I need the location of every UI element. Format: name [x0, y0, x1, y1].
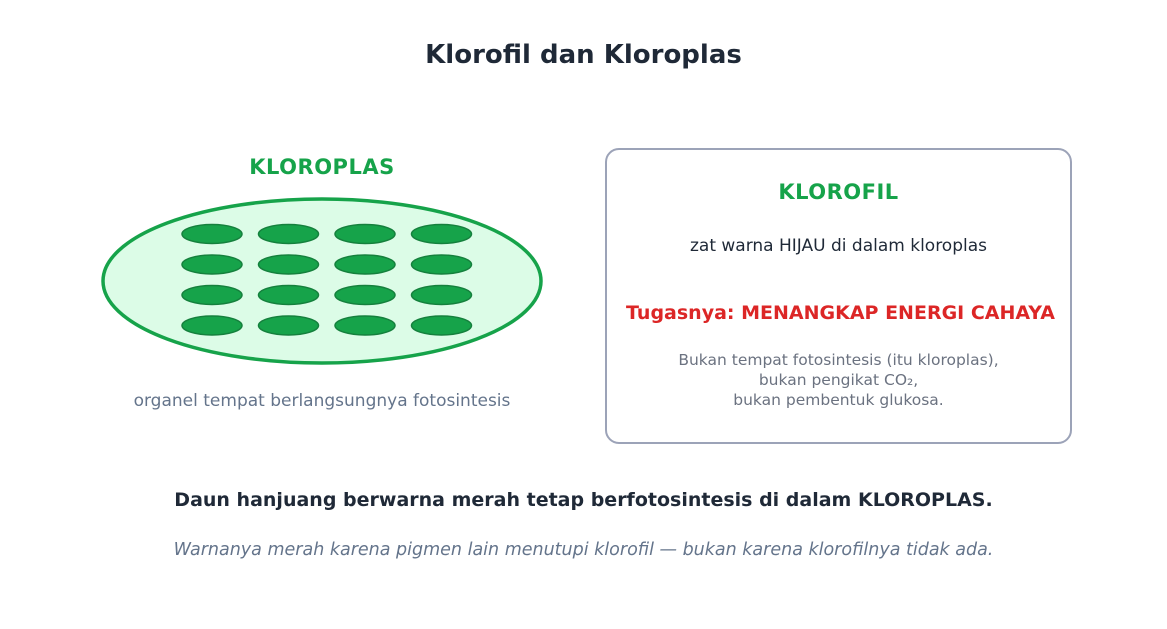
chlorophyll-card	[605, 148, 1072, 444]
chlorophyll-notes	[607, 350, 1070, 410]
chloroplast-label: KLOROPLAS	[249, 155, 395, 179]
thylakoid	[259, 255, 319, 274]
chlorophyll-task: Tugasnya: MENANGKAP ENERGI CAHAYA	[626, 302, 1055, 324]
thylakoid	[412, 225, 472, 244]
chlorophyll-description: zat warna HIJAU di dalam kloroplas	[689, 236, 987, 256]
thylakoid	[335, 255, 395, 274]
footnote: Warnanya merah karena pigmen lain menutupi klorofil — bukan karena klorofilnya tidak ada.	[173, 540, 994, 560]
chlorophyll-title: KLOROFIL	[778, 180, 899, 204]
thylakoid	[335, 286, 395, 305]
chloroplast-caption: organel tempat berlangsungnya fotosintesis	[133, 391, 511, 411]
chlorophyll-note-line: Bukan tempat fotosintesis (itu kloroplas),	[678, 351, 999, 369]
thylakoid	[182, 225, 242, 244]
chloroplast-body	[103, 199, 541, 363]
thylakoid	[182, 255, 242, 274]
chlorophyll-note-line: bukan pengikat CO₂,	[758, 371, 919, 389]
thylakoid	[412, 286, 472, 305]
chloroplast-diagram	[100, 195, 544, 367]
thylakoid	[335, 225, 395, 244]
summary-statement: Daun hanjuang berwarna merah tetap berfotosintesis di dalam KLOROPLAS.	[174, 489, 993, 511]
thylakoid	[182, 286, 242, 305]
thylakoid	[259, 225, 319, 244]
thylakoid	[182, 316, 242, 335]
page-title: Klorofil dan Kloroplas	[425, 40, 742, 70]
chlorophyll-note-line: bukan pembentuk glukosa.	[733, 391, 944, 409]
thylakoid	[335, 316, 395, 335]
thylakoid	[412, 255, 472, 274]
thylakoid	[412, 316, 472, 335]
thylakoid	[259, 286, 319, 305]
thylakoid	[259, 316, 319, 335]
